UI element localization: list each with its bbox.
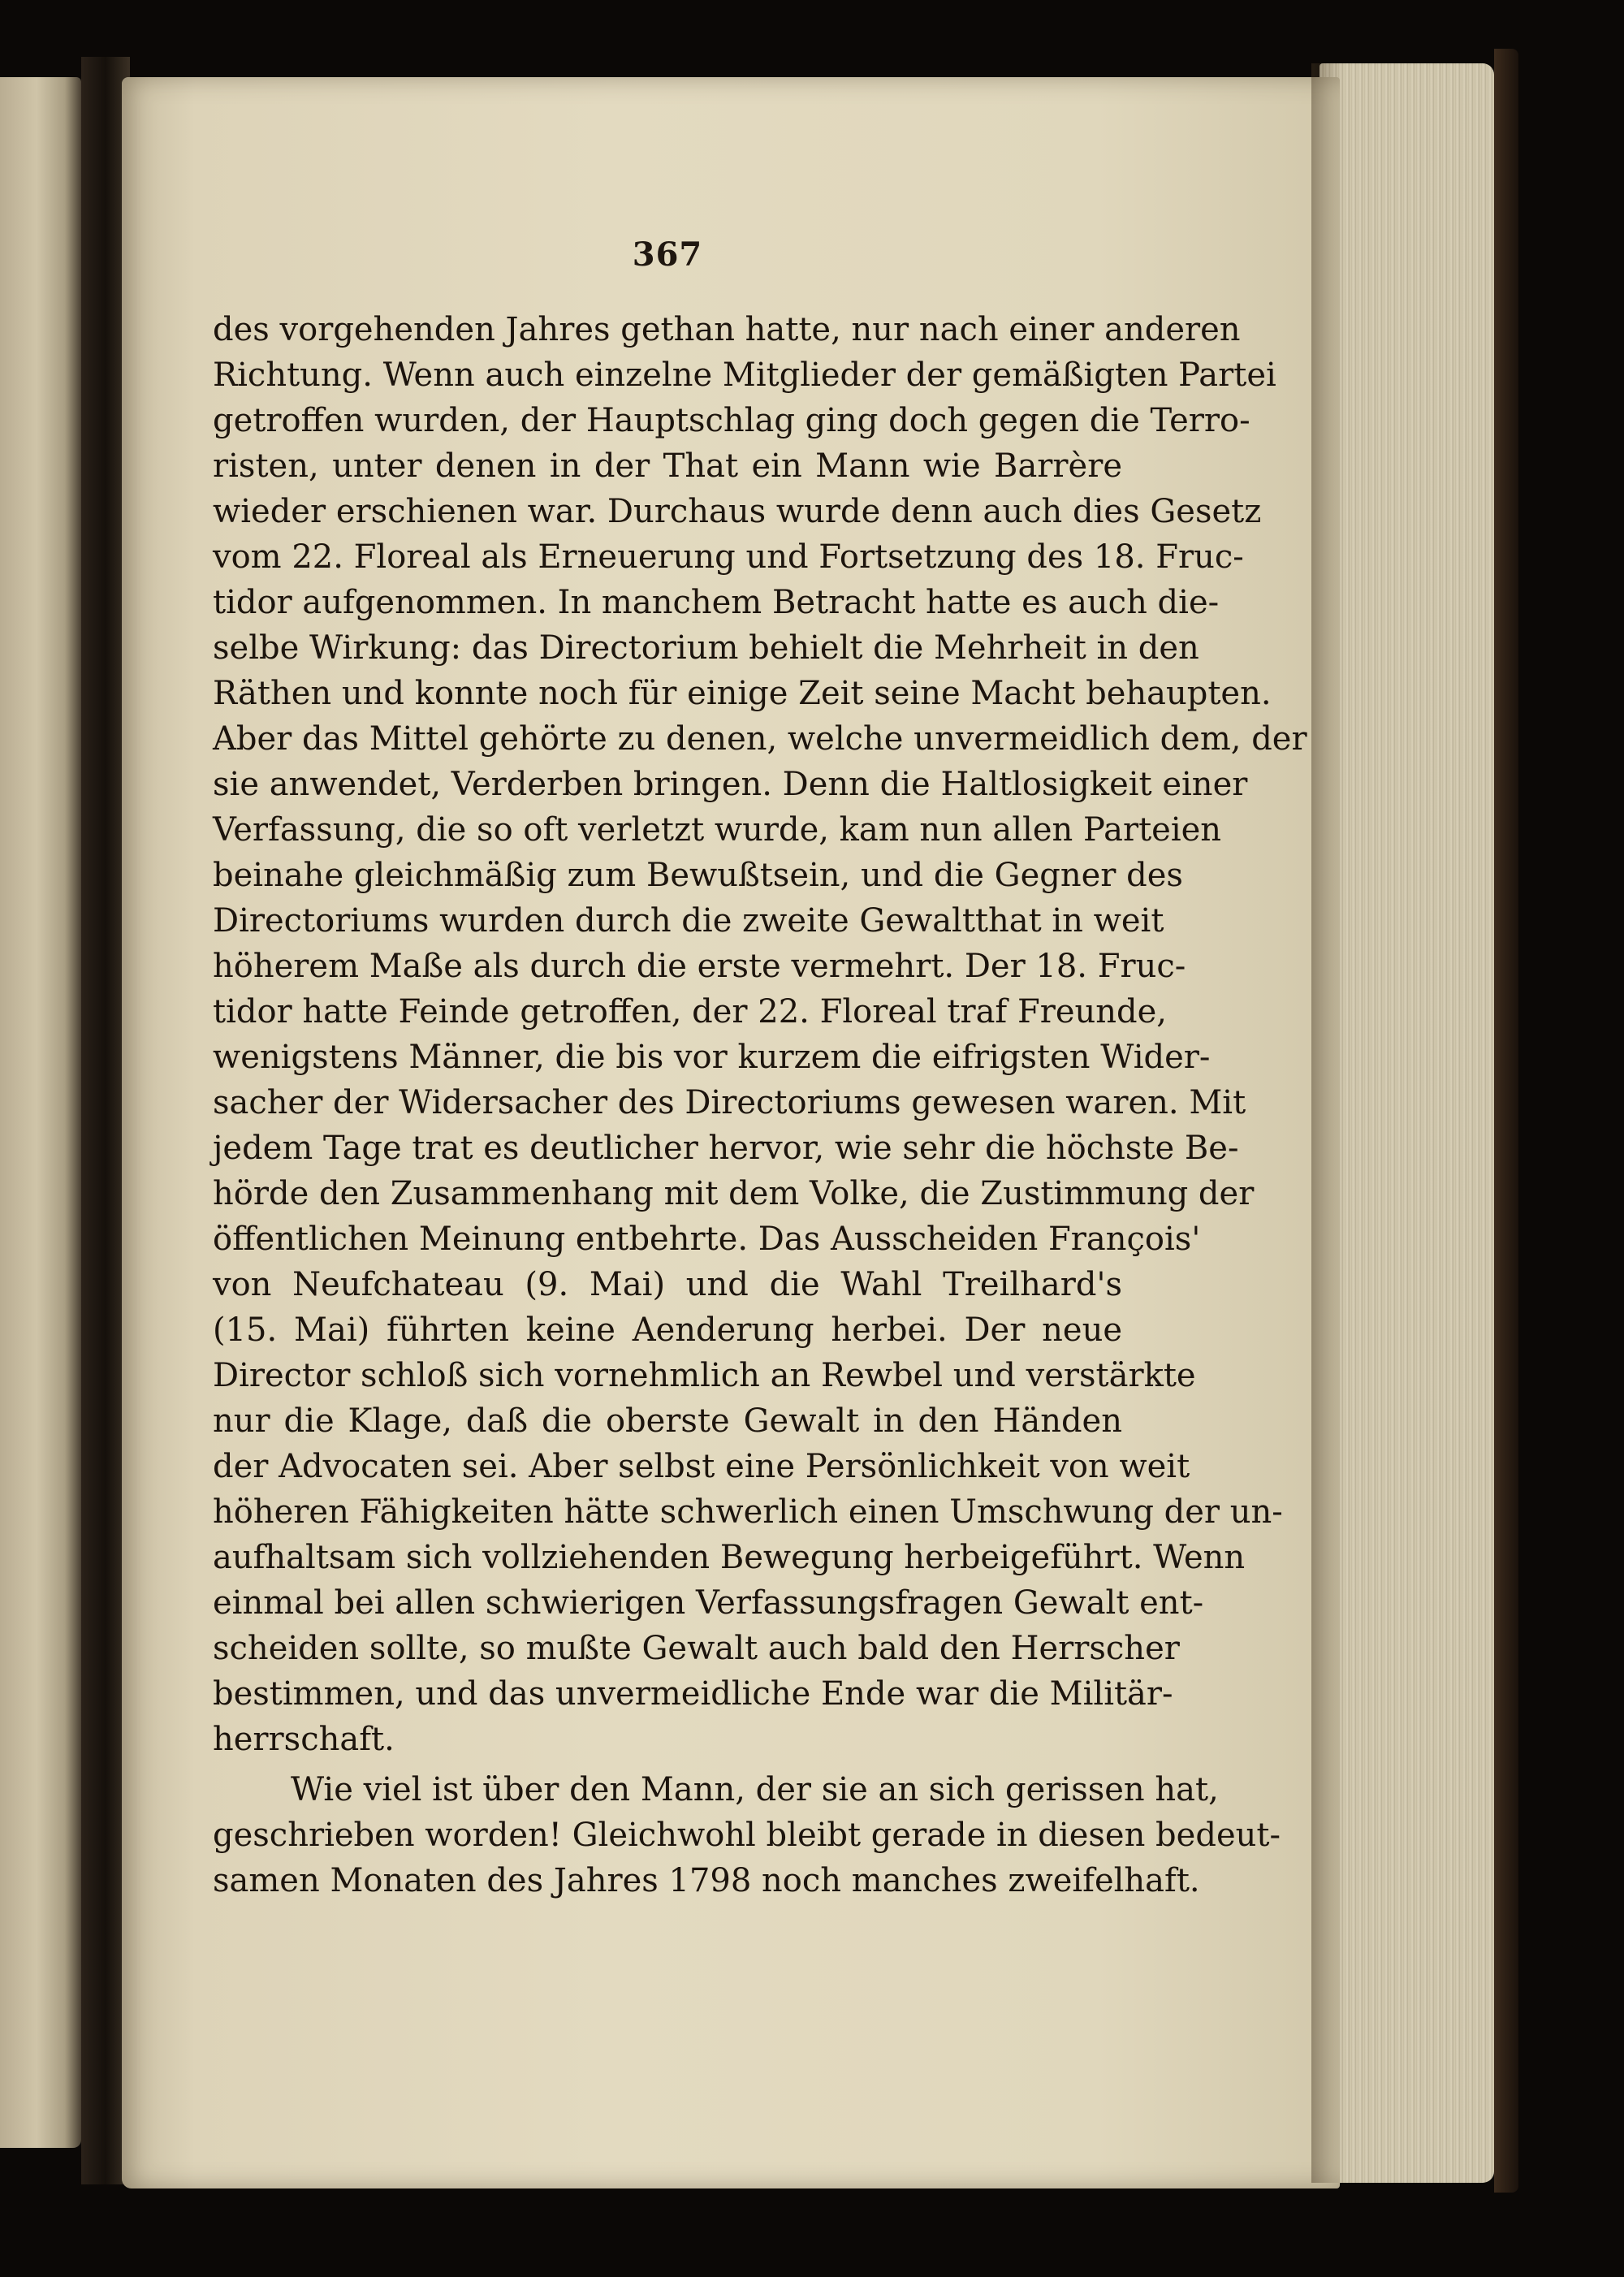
text-line: hörde den Zusammenhang mit dem Volke, die Zustimmung der: [213, 1175, 1255, 1212]
text-line: der Advocaten sei. Aber selbst eine Persönlichkeit von weit: [213, 1448, 1190, 1485]
text-line: jedem Tage trat es deutlicher hervor, wie sehr die höchste Be-: [213, 1130, 1239, 1167]
page-stack-fore-edge: [1320, 63, 1494, 2183]
text-line: beinahe gleichmäßig zum Bewußtsein, und die Gegner des: [213, 857, 1183, 894]
text-line: sacher der Widersacher des Directoriums gewesen waren. Mit: [213, 1084, 1246, 1121]
text-line: (15. Mai) führten keine Aenderung herbei. Der neue: [213, 1311, 1122, 1349]
previous-page-edge: [0, 77, 81, 2148]
text-line: tidor hatte Feinde getroffen, der 22. Floreal traf Freunde,: [213, 993, 1167, 1030]
text-line: höheren Fähigkeiten hätte schwerlich einen Umschwung der un-: [213, 1493, 1283, 1531]
text-line: tidor aufgenommen. In manchem Betracht hatte es auch die-: [213, 584, 1220, 621]
page-number: 367: [632, 235, 703, 274]
text-line: bestimmen, und das unvermeidliche Ende war die Militär-: [213, 1675, 1173, 1713]
text-line: wieder erschienen war. Durchaus wurde denn auch dies Gesetz: [213, 493, 1262, 530]
text-line: sie anwendet, Verderben bringen. Denn die Haltlosigkeit einer: [213, 766, 1248, 803]
text-line: einmal bei allen schwierigen Verfassungsfragen Gewalt ent-: [213, 1584, 1204, 1622]
body-text: [213, 307, 1307, 1903]
text-line: selbe Wirkung: das Directorium behielt die Mehrheit in den: [213, 629, 1199, 667]
text-line: scheiden sollte, so mußte Gewalt auch bald den Herrscher: [213, 1630, 1180, 1667]
text-line: vom 22. Floreal als Erneuerung und Fortsetzung des 18. Fruc-: [213, 538, 1244, 576]
book-cover-edge: [1494, 49, 1518, 2193]
text-line: herrschaft.: [213, 1721, 395, 1758]
text-line: aufhaltsam sich vollziehenden Bewegung herbeigeführt. Wenn: [213, 1539, 1246, 1576]
text-line: Richtung. Wenn auch einzelne Mitglieder der gemäßigten Partei: [213, 356, 1276, 394]
text-line: samen Monaten des Jahres 1798 noch manches zweifelhaft.: [213, 1862, 1200, 1899]
text-line: Wie viel ist über den Mann, der sie an sich gerissen hat,: [291, 1771, 1219, 1808]
text-line: wenigstens Männer, die bis vor kurzem die eifrigsten Wider-: [213, 1039, 1211, 1076]
text-line: Director schloß sich vornehmlich an Rewbel und verstärkte: [213, 1357, 1196, 1394]
text-line: Räthen und konnte noch für einige Zeit seine Macht behaupten.: [213, 675, 1272, 712]
text-line: Verfassung, die so oft verletzt wurde, kam nun allen Parteien: [213, 811, 1222, 849]
text-line: von Neufchateau (9. Mai) und die Wahl Treilhard's: [213, 1266, 1122, 1303]
text-line: geschrieben worden! Gleichwohl bleibt gerade in diesen bedeut-: [213, 1817, 1281, 1854]
text-line: des vorgehenden Jahres gethan hatte, nur nach einer anderen: [213, 311, 1241, 348]
text-line: Aber das Mittel gehörte zu denen, welche unvermeidlich dem, der: [213, 720, 1307, 758]
text-line: öffentlichen Meinung entbehrte. Das Ausscheiden François': [213, 1221, 1201, 1258]
text-line: nur die Klage, daß die oberste Gewalt in den Händen: [213, 1402, 1122, 1440]
text-line: höherem Maße als durch die erste vermehrt. Der 18. Fruc-: [213, 948, 1186, 985]
text-line: Directoriums wurden durch die zweite Gewaltthat in weit: [213, 902, 1164, 940]
text-line: risten, unter denen in der That ein Mann wie Barrère: [213, 447, 1122, 485]
page-edge-shadow: [1311, 63, 1344, 2183]
text-line: getroffen wurden, der Hauptschlag ging doch gegen die Terro-: [213, 402, 1250, 439]
